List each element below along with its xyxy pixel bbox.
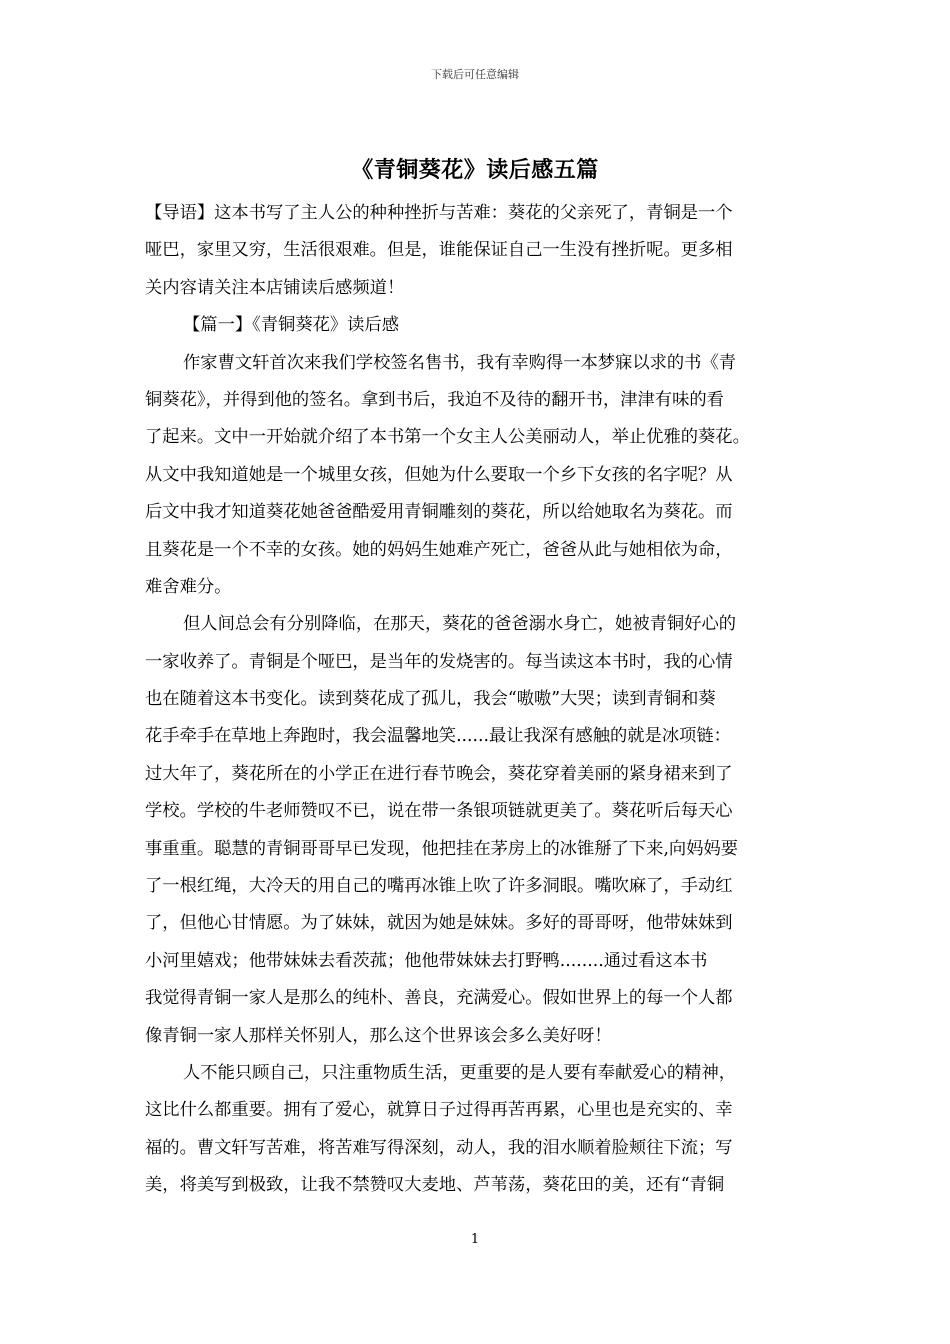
paragraph-line: 事重重。聪慧的青铜哥哥早已发现，他把挂在茅房上的冰锥掰了下来,向妈妈要 <box>145 838 739 859</box>
paragraph-line: 后文中我才知道葵花她爸爸酷爱用青铜雕刻的葵花，所以给她取名为葵花。而 <box>145 502 733 523</box>
paragraph-line: 关内容请关注本店铺读后感频道！ <box>145 277 405 298</box>
section-heading: 【篇一】《青铜葵花》读后感 <box>183 315 400 336</box>
paragraph-line: 且葵花是一个不幸的女孩。她的妈妈生她难产死亡，爸爸从此与她相依为命， <box>145 539 733 560</box>
document-title: 《青铜葵花》读后感五篇 <box>351 158 599 183</box>
paragraph-line: 我觉得青铜一家人是那么的纯朴、善良，充满爱心。假如世界上的每一个人都 <box>145 988 733 1009</box>
paragraph-line: 了一根红绳，大冷天的用自己的嘴再冰锥上吹了许多洞眼。嘴吹麻了，手动红 <box>145 876 733 897</box>
paragraph-line: 美，将美写到极致，让我不禁赞叹大麦地、芦苇荡，葵花田的美，还有“青铜 <box>145 1175 725 1196</box>
paragraph-line: 福的。曹文轩写苦难，将苦难写得深刻，动人，我的泪水顺着脸颊往下流；写 <box>145 1137 733 1158</box>
paragraph-line: 从文中我知道她是一个城里女孩，但她为什么要取一个乡下女孩的名字呢？从 <box>145 464 733 485</box>
page-header: 下载后可任意编辑 <box>431 68 519 81</box>
paragraph-line: 一家收养了。青铜是个哑巴，是当年的发烧害的。每当读这本书时，我的心情 <box>145 651 733 672</box>
paragraph-line: 过大年了，葵花所在的小学正在进行春节晚会，葵花穿着美丽的紧身裙来到了 <box>145 763 733 784</box>
paragraph-line: 人不能只顾自己，只注重物质生活，更重要的是人要有奉献爱心的精神， <box>183 1062 737 1083</box>
paragraph-line: 【导语】这本书写了主人公的种种挫折与苦难：葵花的父亲死了，青铜是一个 <box>145 203 733 223</box>
paragraph-line: 铜葵花》，并得到他的签名。拿到书后，我迫不及待的翻开书，津津有味的看 <box>145 389 724 410</box>
paragraph-line: 像青铜一家人那样关怀别人，那么这个世界该会多么美好呀！ <box>145 1025 612 1046</box>
paragraph-line: 了，但他心甘情愿。为了妹妹，就因为她是妹妹。多好的哥哥呀，他带妹妹到 <box>145 913 733 934</box>
paragraph-line: 这比什么都重要。拥有了爱心，就算日子过得再苦再累，心里也是充实的、幸 <box>145 1100 733 1121</box>
paragraph-line: 了起来。文中一开始就介绍了本书第一个女主人公美丽动人，举止优雅的葵花。 <box>145 427 750 448</box>
paragraph-line: 小河里嬉戏；他带妹妹去看茨菰；他他带妹妹去打野鸭........通过看这本书 <box>145 950 708 971</box>
paragraph-line: 难舍难分。 <box>145 576 232 597</box>
paragraph-line: 也在随着这本书变化。读到葵花成了孤儿，我会“嗷嗷”大哭；读到青铜和葵 <box>145 689 716 710</box>
paragraph-line: 哑巴，家里又穷，生活很艰难。但是，谁能保证自己一生没有挫折呢。更多相 <box>145 240 733 261</box>
page-number: 1 <box>470 1232 480 1247</box>
paragraph-line: 花手牵手在草地上奔跑时，我会温馨地笑......最让我深有感触的就是冰项链： <box>145 726 731 747</box>
paragraph-line: 学校。学校的牛老师赞叹不已，说在带一条银项链就更美了。葵花听后每天心 <box>145 801 733 822</box>
paragraph-line: 但人间总会有分别降临，在那天，葵花的爸爸溺水身亡，她被青铜好心的 <box>183 614 737 635</box>
document-body <box>145 195 805 1205</box>
paragraph-line: 作家曹文轩首次来我们学校签名售书，我有幸购得一本梦寐以求的书《青 <box>183 352 737 373</box>
